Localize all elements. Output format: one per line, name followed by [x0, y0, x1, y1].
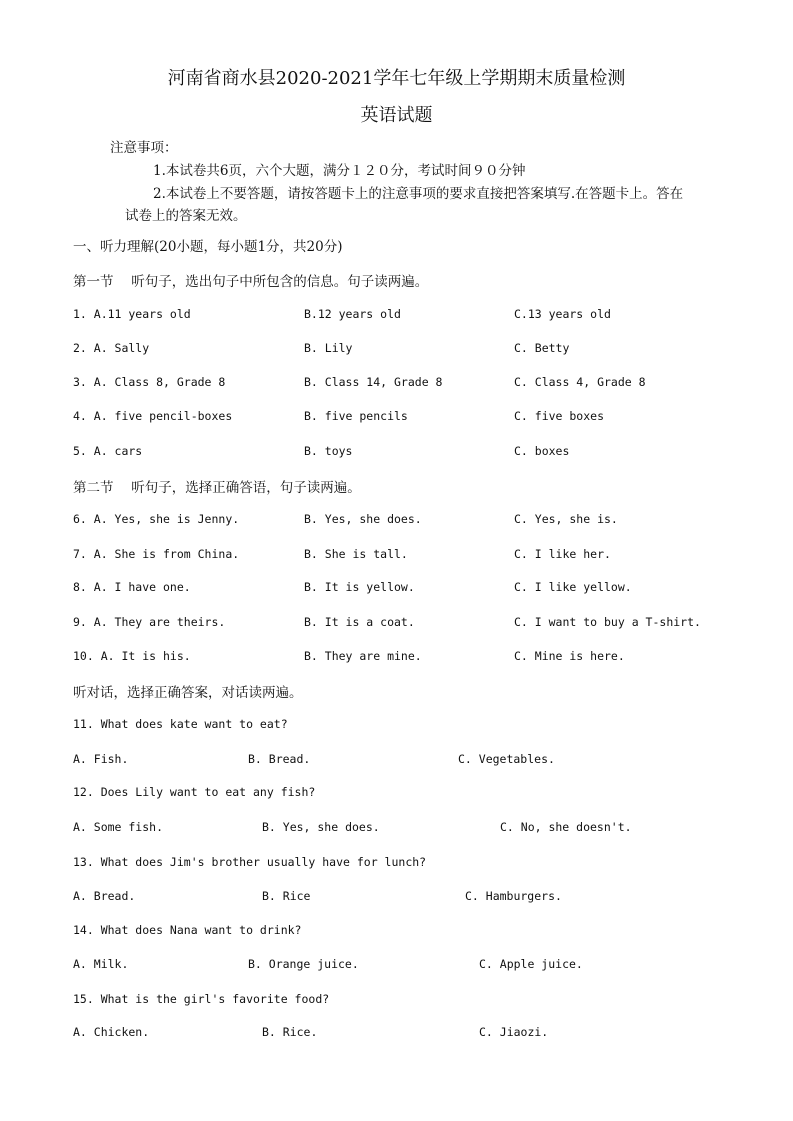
question-15-option-a: A. Chicken. — [73, 1025, 150, 1039]
question-1-option-c: C.13 years old — [514, 307, 611, 321]
question-2-option-c: C. Betty — [514, 341, 570, 355]
question-12-option-a: A. Some fish. — [73, 820, 164, 834]
question-3-option-c: C. Class 4, Grade 8 — [514, 375, 646, 389]
question-8-option-a: 8. A. I have one. — [73, 580, 191, 594]
question-8-option-b: B. It is yellow. — [304, 580, 415, 594]
question-10-option-a: 10. A. It is his. — [73, 649, 191, 663]
question-11-option-b: B. Bread. — [248, 752, 311, 766]
question-14-option-a: A. Milk. — [73, 957, 129, 971]
notes-item-1: 1.本试卷共6页，六个大题，满分１２０分，考试时间９０分钟 — [153, 163, 526, 179]
question-13-option-c: C. Hamburgers. — [465, 889, 562, 903]
question-4-option-b: B. five pencils — [304, 409, 408, 423]
question-6-option-c: C. Yes, she is. — [514, 512, 618, 526]
question-15-stem: 15. What is the girl's favorite food? — [73, 992, 330, 1006]
part-3-heading: 听对话，选择正确答案，对话读两遍。 — [73, 685, 303, 701]
notes-item-2-line-2: 试卷上的答案无效。 — [125, 208, 247, 224]
question-7-option-c: C. I like her. — [514, 547, 611, 561]
question-8-option-c: C. I like yellow. — [514, 580, 632, 594]
question-14-option-b: B. Orange juice. — [248, 957, 359, 971]
question-5-option-b: B. toys — [304, 444, 353, 458]
question-14-option-c: C. Apple juice. — [479, 957, 583, 971]
question-7-option-a: 7. A. She is from China. — [73, 547, 240, 561]
question-11-stem: 11. What does kate want to eat? — [73, 717, 288, 731]
exam-title: 河南省商水县2020-2021学年七年级上学期期末质量检测 — [167, 68, 626, 89]
question-9-option-b: B. It is a coat. — [304, 615, 415, 629]
question-5-option-c: C. boxes — [514, 444, 570, 458]
question-5-option-a: 5. A. cars — [73, 444, 143, 458]
question-1-option-a: 1. A.11 years old — [73, 307, 191, 321]
part-1-heading: 第一节 听句子，选出句子中所包含的信息。句子读两遍。 — [73, 274, 429, 290]
exam-subtitle: 英语试题 — [360, 105, 433, 126]
question-13-option-b: B. Rice — [262, 889, 311, 903]
question-2-option-a: 2. A. Sally — [73, 341, 150, 355]
question-6-option-a: 6. A. Yes, she is Jenny. — [73, 512, 240, 526]
question-13-stem: 13. What does Jim's brother usually have for lunch? — [73, 855, 427, 869]
notes-item-2-line-1: 2.本试卷上不要答题，请按答题卡上的注意事项的要求直接把答案填写.在答题卡上。答在 — [153, 186, 684, 202]
question-12-option-b: B. Yes, she does. — [262, 820, 380, 834]
question-12-stem: 12. Does Lily want to eat any fish? — [73, 785, 316, 799]
question-7-option-b: B. She is tall. — [304, 547, 408, 561]
question-11-option-a: A. Fish. — [73, 752, 129, 766]
question-13-option-a: A. Bread. — [73, 889, 136, 903]
part-2-heading: 第二节 听句子，选择正确答语，句子读两遍。 — [73, 480, 361, 496]
notes-heading: 注意事项： — [110, 140, 178, 156]
question-4-option-c: C. five boxes — [514, 409, 605, 423]
question-6-option-b: B. Yes, she does. — [304, 512, 422, 526]
question-15-option-b: B. Rice. — [262, 1025, 318, 1039]
question-3-option-a: 3. A. Class 8, Grade 8 — [73, 375, 226, 389]
question-10-option-c: C. Mine is here. — [514, 649, 625, 663]
question-10-option-b: B. They are mine. — [304, 649, 422, 663]
question-4-option-a: 4. A. five pencil-boxes — [73, 409, 233, 423]
question-12-option-c: C. No, she doesn't. — [500, 820, 632, 834]
question-14-stem: 14. What does Nana want to drink? — [73, 923, 302, 937]
question-2-option-b: B. Lily — [304, 341, 353, 355]
question-9-option-a: 9. A. They are theirs. — [73, 615, 226, 629]
question-3-option-b: B. Class 14, Grade 8 — [304, 375, 443, 389]
question-11-option-c: C. Vegetables. — [458, 752, 555, 766]
question-9-option-c: C. I want to buy a T-shirt. — [514, 615, 701, 629]
question-15-option-c: C. Jiaozi. — [479, 1025, 549, 1039]
section-1-heading: 一、听力理解(20小题，每小题1分，共20分) — [73, 239, 343, 255]
question-1-option-b: B.12 years old — [304, 307, 401, 321]
